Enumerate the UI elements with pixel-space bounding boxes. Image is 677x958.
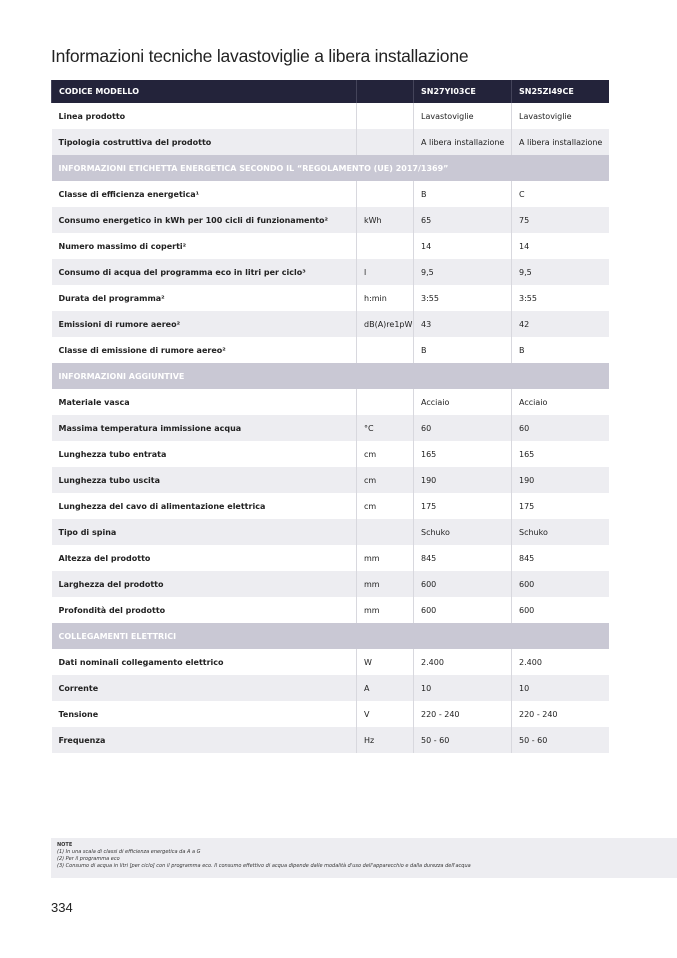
note-line: (1) In una scala di classi di efficienza energetica da A a G — [57, 849, 201, 855]
section-title: COLLEGAMENTI ELETTRICI — [52, 623, 609, 649]
row-unit: l — [357, 259, 414, 285]
row-value-model-2: 9,5 — [512, 259, 609, 285]
row-label: Tipologia costruttiva del prodotto — [52, 129, 357, 155]
table-row — [52, 337, 609, 363]
row-label: Corrente — [52, 675, 357, 701]
row-label: Classe di efficienza energetica¹ — [58, 189, 200, 199]
row-unit: mm — [357, 545, 414, 571]
row-value-model-1: 14 — [414, 233, 512, 259]
row-value-model-2: 75 — [512, 207, 609, 233]
row-unit — [357, 129, 414, 155]
section-header — [52, 623, 609, 649]
row-value-model-2: Acciaio — [512, 389, 609, 415]
row-value-model-1: 220 - 240 — [414, 701, 512, 727]
row-unit: mm — [357, 597, 414, 623]
row-value-model-1: 165 — [414, 441, 512, 467]
row-value-model-1: 600 — [414, 597, 512, 623]
row-value-model-2: B — [512, 337, 609, 363]
row-label: Massima temperatura immissione acqua — [52, 415, 357, 441]
row-unit: mm — [357, 571, 414, 597]
row-value-model-1: 190 — [414, 467, 512, 493]
header-unit — [357, 80, 414, 103]
row-value-model-1: 65 — [414, 207, 512, 233]
row-value-model-1: 2.400 — [414, 649, 512, 675]
table-row — [52, 207, 609, 233]
spec-table — [51, 80, 609, 753]
row-label: Numero massimo di coperti² — [58, 241, 187, 251]
row-value-model-1: 10 — [414, 675, 512, 701]
row-label: Lunghezza tubo uscita — [52, 467, 357, 493]
row-value-model-2: 600 — [512, 597, 609, 623]
section-title: INFORMAZIONI AGGIUNTIVE — [52, 363, 609, 389]
row-value-model-2: 175 — [512, 493, 609, 519]
row-unit: A — [357, 675, 414, 701]
row-value-model-2: 10 — [512, 675, 609, 701]
row-unit: °C — [357, 415, 414, 441]
row-label: Lunghezza tubo entrata — [58, 449, 167, 459]
row-value-model-1: 175 — [414, 493, 512, 519]
table-row — [52, 675, 609, 701]
row-value-model-2: 600 — [512, 571, 609, 597]
section-header — [52, 155, 609, 181]
row-label: Profondità del prodotto — [58, 605, 166, 615]
row-value-model-1: 845 — [414, 545, 512, 571]
row-label: Classe di emissione di rumore aereo² — [58, 345, 226, 355]
table-row — [52, 597, 609, 623]
row-unit — [357, 519, 414, 545]
table-row — [52, 649, 609, 675]
row-value-model-2: A libera installazione — [512, 129, 609, 155]
row-value-model-1: 600 — [414, 571, 512, 597]
table-row — [52, 389, 609, 415]
table-row — [52, 493, 609, 519]
table-row — [52, 441, 609, 467]
row-value-model-2: 190 — [512, 467, 609, 493]
row-value-model-1: Lavastoviglie — [414, 103, 512, 129]
row-value-model-2: 165 — [512, 441, 609, 467]
row-unit — [357, 233, 414, 259]
row-label: Frequenza — [52, 727, 357, 753]
row-unit — [357, 337, 414, 363]
row-value-model-2: 845 — [512, 545, 609, 571]
row-label: Dati nominali collegamento elettrico — [58, 657, 224, 667]
row-value-model-2: Lavastoviglie — [512, 103, 609, 129]
row-value-model-1: B — [414, 337, 512, 363]
row-value-model-2: 14 — [512, 233, 609, 259]
row-unit — [357, 389, 414, 415]
row-unit: Hz — [357, 727, 414, 753]
header-label: CODICE MODELLO — [52, 80, 357, 103]
table-row — [52, 233, 609, 259]
row-value-model-2: 60 — [512, 415, 609, 441]
row-unit: cm — [357, 493, 414, 519]
row-label: Lunghezza del cavo di alimentazione elettrica — [58, 501, 266, 511]
row-label: Linea prodotto — [58, 111, 126, 121]
note-line: (3) Consumo di acqua in litri [per ciclo] con il programma eco. Il consumo effettivo di acqua dipende dalle modalità d'uso dell'apparecchio e dalla durezza dell'acqua — [57, 863, 471, 869]
row-value-model-1: 60 — [414, 415, 512, 441]
row-label: Consumo di acqua del programma eco in litri per ciclo³ — [52, 259, 357, 285]
table-row — [52, 727, 609, 753]
table-row — [52, 519, 609, 545]
row-value-model-1: Acciaio — [414, 389, 512, 415]
row-label: Larghezza del prodotto — [52, 571, 357, 597]
row-value-model-2: 3:55 — [512, 285, 609, 311]
row-value-model-2: 42 — [512, 311, 609, 337]
row-value-model-1: B — [414, 181, 512, 207]
row-value-model-2: Schuko — [512, 519, 609, 545]
note-line: (2) Per il programma eco — [57, 856, 120, 862]
row-unit — [357, 103, 414, 129]
row-label: Tensione — [58, 709, 99, 719]
row-value-model-2: 2.400 — [512, 649, 609, 675]
row-label: Materiale vasca — [58, 397, 130, 407]
row-unit: h:min — [357, 285, 414, 311]
table-row — [52, 467, 609, 493]
row-unit: W — [357, 649, 414, 675]
table-row — [52, 415, 609, 441]
row-unit: cm — [357, 467, 414, 493]
table-row — [52, 103, 609, 129]
row-unit: V — [357, 701, 414, 727]
section-title: INFORMAZIONI ETICHETTA ENERGETICA SECONDO IL “REGOLAMENTO (UE) 2017/1369” — [52, 155, 609, 181]
row-unit: dB(A)re1pW — [357, 311, 414, 337]
notes-box — [51, 838, 677, 878]
table-row — [52, 285, 609, 311]
table-row — [52, 571, 609, 597]
section-header — [52, 363, 609, 389]
row-value-model-2: 50 - 60 — [512, 727, 609, 753]
row-value-model-1: A libera installazione — [414, 129, 512, 155]
table-row — [52, 545, 609, 571]
row-label: Consumo energetico in kWh per 100 cicli di funzionamento² — [52, 207, 357, 233]
table-row — [52, 181, 609, 207]
table-row — [52, 259, 609, 285]
row-label: Altezza del prodotto — [58, 553, 151, 563]
row-value-model-1: 3:55 — [414, 285, 512, 311]
table-row — [52, 311, 609, 337]
header-model-1: SN27YI03CE — [414, 80, 512, 103]
row-unit — [357, 181, 414, 207]
row-value-model-1: Schuko — [414, 519, 512, 545]
row-value-model-2: C — [512, 181, 609, 207]
table-row — [52, 701, 609, 727]
row-unit: kWh — [357, 207, 414, 233]
row-label: Emissioni di rumore aereo² — [52, 311, 357, 337]
row-value-model-2: 220 - 240 — [512, 701, 609, 727]
header-model-2: SN25ZI49CE — [512, 80, 609, 103]
table-header — [52, 80, 609, 103]
row-value-model-1: 9,5 — [414, 259, 512, 285]
row-unit: cm — [357, 441, 414, 467]
row-value-model-1: 43 — [414, 311, 512, 337]
page-title: Informazioni tecniche lavastoviglie a libera installazione — [51, 46, 469, 66]
page-number: 334 — [51, 900, 73, 915]
row-label: Tipo di spina — [52, 519, 357, 545]
notes-title: NOTE — [57, 842, 73, 848]
table-row — [52, 129, 609, 155]
row-value-model-1: 50 - 60 — [414, 727, 512, 753]
row-label: Durata del programma² — [58, 293, 165, 303]
